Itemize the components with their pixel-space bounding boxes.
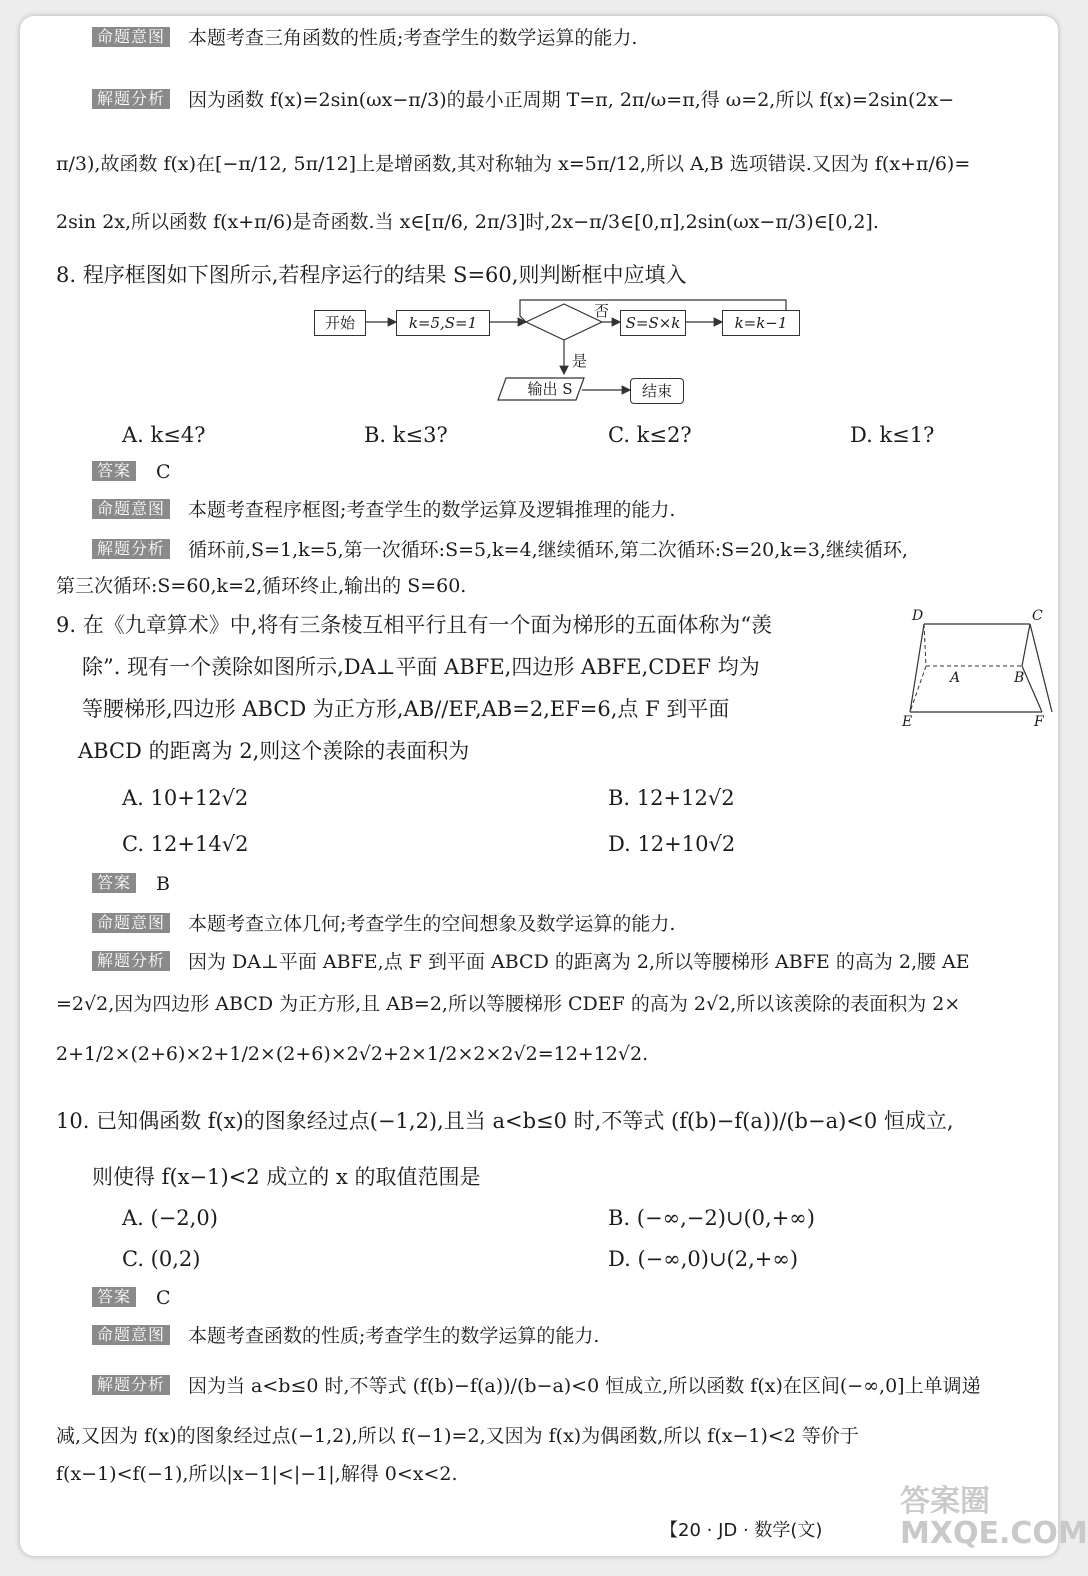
q9-stem-1: 9. 在《九章算术》中,将有三条棱互相平行且有一个面为梯形的五面体称为“羡 [56, 613, 773, 637]
intent-tag: 命题意图 [92, 27, 170, 47]
q8-option-a: A. k≤4? [122, 423, 206, 447]
q8-intent: 本题考查程序框图;考查学生的数学运算及逻辑推理的能力. [188, 499, 676, 521]
q10-analysis-line-2: 减,又因为 f(x)的图象经过点(−1,2),所以 f(−1)=2,又因为 f(x)为偶函数,所以 f(x−1)<2 等价于 [56, 1425, 859, 1447]
analysis-tag: 解题分析 [92, 1375, 170, 1395]
flow-no-label: 否 [594, 302, 610, 320]
q7-analysis-1: 因为函数 f(x)=2sin(ωx−π/3)的最小正周期 T=π, 2π/ω=π,得 ω=2,所以 f(x)=2sin(2x− [188, 89, 955, 111]
q10-analysis-line-1 [56, 1372, 981, 1400]
q8-intent-line [56, 496, 675, 524]
analysis-tag: 解题分析 [92, 539, 170, 559]
exam-page [20, 16, 1088, 1556]
label-b: B [1014, 670, 1025, 686]
decision-diamond [526, 304, 602, 340]
q9-stem-3: 等腰梯形,四边形 ABCD 为正方形,AB//EF,AB=2,EF=6,点 F 到平面 [82, 697, 730, 721]
label-a: A [950, 670, 961, 686]
q10-option-d: D. (−∞,0)∪(2,+∞) [608, 1247, 799, 1271]
q8-option-b: B. k≤3? [364, 423, 448, 447]
q9-stem-2: 除”. 现有一个羡除如图所示,DA⊥平面 ABFE,四边形 ABFE,CDEF 均为 [82, 655, 760, 679]
analysis-tag: 解题分析 [92, 89, 170, 109]
q10-answer: C [156, 1287, 171, 1309]
q9-analysis-line-1 [56, 948, 970, 976]
q7-intent-line [56, 24, 637, 52]
q9-answer-line [56, 870, 170, 898]
intent-tag: 命题意图 [92, 499, 170, 519]
q10-stem-1: 10. 已知偶函数 f(x)的图象经过点(−1,2),且当 a<b≤0 时,不等式 (f(b)−f(a))/(b−a)<0 恒成立, [56, 1109, 954, 1133]
q9-answer: B [156, 873, 170, 895]
answer-tag: 答案 [92, 461, 136, 481]
flow-end: 结束 [630, 378, 684, 404]
q10-intent: 本题考查函数的性质;考查学生的数学运算的能力. [188, 1325, 600, 1347]
label-f: F [1034, 714, 1044, 730]
q8-flowchart [302, 300, 802, 410]
q9-intent-line [56, 910, 675, 938]
q9-option-a: A. 10+12√2 [122, 786, 249, 810]
q7-analysis-line-3: 2sin 2x,所以函数 f(x+π/6)是奇函数.当 x∈[π/6, 2π/3]时,2x−π/3∈[0,π],2sin(ωx−π/3)∈[0,2]. [56, 211, 879, 233]
q10-analysis-1: 因为当 a<b≤0 时,不等式 (f(b)−f(a))/(b−a)<0 恒成立,所以函数 f(x)在区间(−∞,0]上单调递 [188, 1375, 981, 1397]
flow-dec: k=k−1 [722, 310, 800, 336]
page-footer: 【20 · JD · 数学(文) [660, 1520, 823, 1541]
q7-analysis-line-2: π/3),故函数 f(x)在[−π/12, 5π/12]上是增函数,其对称轴为 x=5π/12,所以 A,B 选项错误.又因为 f(x+π/6)= [56, 153, 971, 175]
answer-tag: 答案 [92, 1287, 136, 1307]
q10-analysis-line-3: f(x−1)<f(−1),所以|x−1|<|−1|,解得 0<x<2. [56, 1463, 458, 1485]
q8-analysis-line-2: 第三次循环:S=60,k=2,循环终止,输出的 S=60. [56, 575, 467, 597]
q9-analysis-1: 因为 DA⊥平面 ABFE,点 F 到平面 ABCD 的距离为 2,所以等腰梯形 ABFE 的高为 2,腰 AE [188, 951, 970, 973]
q8-stem: 8. 程序框图如下图所示,若程序运行的结果 S=60,则判断框中应填入 [56, 263, 687, 287]
q10-option-b: B. (−∞,−2)∪(0,+∞) [608, 1206, 815, 1230]
q10-option-a: A. (−2,0) [122, 1206, 218, 1230]
q9-stem-4: ABCD 的距离为 2,则这个羡除的表面积为 [78, 739, 470, 763]
q8-answer-line [56, 458, 171, 486]
watermark-logo: 答案圈 MXQE.COM [900, 1484, 1088, 1551]
q7-analysis-line-1 [56, 86, 954, 114]
flow-init: k=5,S=1 [396, 310, 490, 336]
intent-tag: 命题意图 [92, 913, 170, 933]
q9-option-d: D. 12+10√2 [608, 832, 736, 856]
label-d: D [912, 608, 924, 624]
q10-option-c: C. (0,2) [122, 1247, 201, 1271]
q8-analysis-1: 循环前,S=1,k=5,第一次循环:S=5,k=4,继续循环,第二次循环:S=20,k=3,继续循环, [188, 539, 908, 561]
intent-tag: 命题意图 [92, 1325, 170, 1345]
q9-option-b: B. 12+12√2 [608, 786, 735, 810]
analysis-tag: 解题分析 [92, 951, 170, 971]
q9-option-c: C. 12+14√2 [122, 832, 249, 856]
label-e: E [902, 714, 913, 730]
q9-figure [886, 604, 1046, 734]
q8-option-d: D. k≤1? [850, 423, 935, 447]
q9-intent: 本题考查立体几何;考查学生的空间想象及数学运算的能力. [188, 913, 676, 935]
q8-analysis-line-1 [56, 536, 908, 564]
q8-answer: C [156, 461, 171, 483]
q7-intent: 本题考查三角函数的性质;考查学生的数学运算的能力. [188, 27, 638, 49]
answer-tag: 答案 [92, 873, 136, 893]
q9-analysis-line-3: 2+1/2×(2+6)×2+1/2×(2+6)×2√2+2×1/2×2×2√2=12+12√2. [56, 1043, 649, 1065]
flow-yes-label: 是 [572, 352, 588, 370]
flow-start: 开始 [314, 310, 366, 336]
q10-intent-line [56, 1322, 599, 1350]
flow-output: 输出 S [527, 380, 573, 398]
q8-option-c: C. k≤2? [608, 423, 692, 447]
label-c: C [1032, 608, 1043, 624]
q10-answer-line [56, 1284, 171, 1312]
q9-analysis-line-2: =2√2,因为四边形 ABCD 为正方形,且 AB=2,所以等腰梯形 CDEF 的高为 2√2,所以该羡除的表面积为 2× [56, 993, 961, 1015]
flow-mult: S=S×k [620, 310, 686, 336]
q10-stem-2: 则使得 f(x−1)<2 成立的 x 的取值范围是 [92, 1165, 481, 1189]
